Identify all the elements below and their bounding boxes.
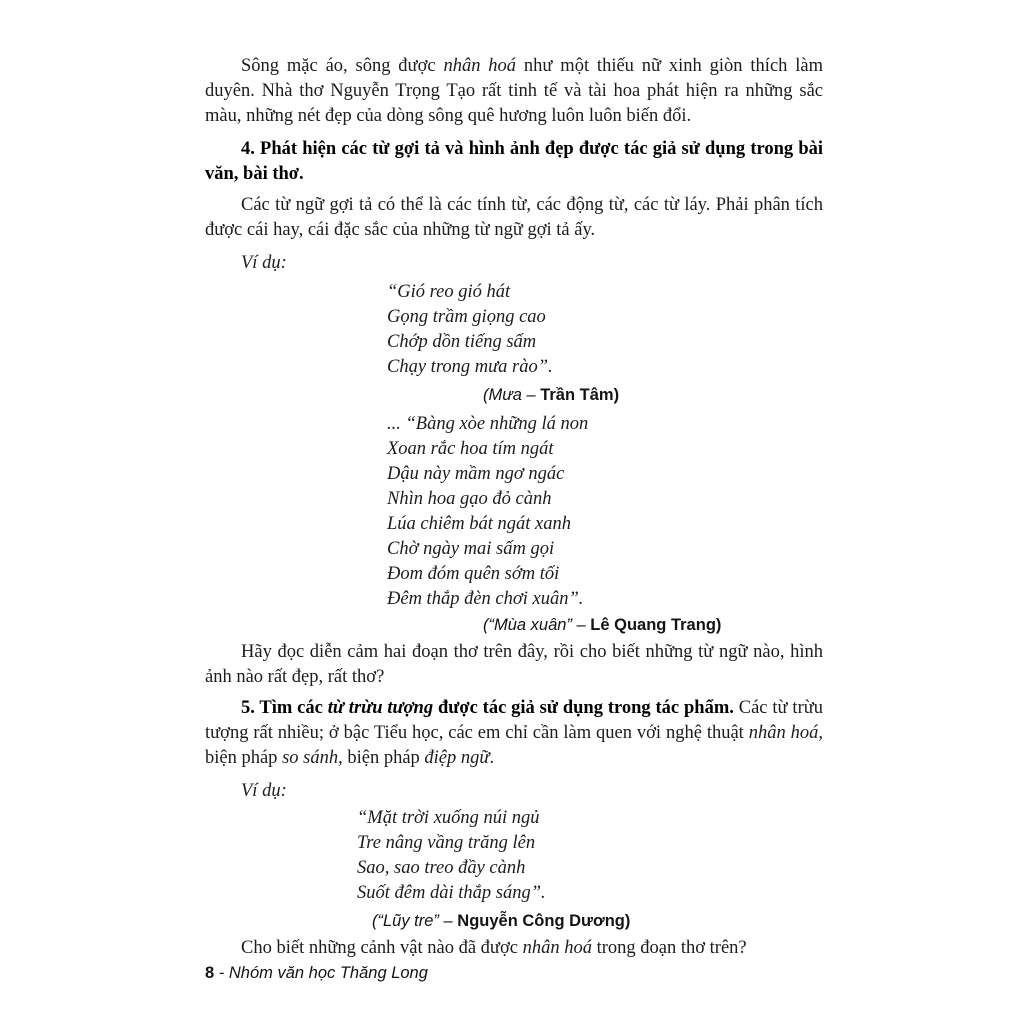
text-run: trong đoạn thơ trên?: [591, 938, 747, 958]
text-run: , biện pháp: [338, 748, 425, 768]
italic-term-so-sanh: so sánh: [282, 748, 339, 768]
author-name: Trần Tâm): [540, 386, 620, 404]
italic-term-nhan-hoa: nhân hoá: [522, 938, 592, 958]
text-run: Cho biết những cảnh vật nào đã được: [241, 938, 523, 958]
poem-line: Dậu này mầm ngơ ngác: [387, 464, 565, 484]
attribution-mua-tran-tam: [483, 384, 823, 406]
poem-line: Lúa chiêm bát ngát xanh: [387, 514, 571, 534]
bold-run: được tác giả sử dụng trong tác phẩm.: [433, 698, 734, 718]
poem-line: “Gió reo gió hát: [387, 282, 511, 302]
text-run: .: [489, 748, 495, 768]
paragraph-hay-doc: Hãy đọc diễn cảm hai đoạn thơ trên đây, rồi cho biết những từ ngữ nào, hình ảnh nào rất đẹp, rất thơ?: [205, 642, 823, 687]
heading-item-4: 4. Phát hiện các từ gợi tả và hình ảnh đẹp được tác giả sử dụng trong bài văn, bài thơ.: [205, 139, 823, 184]
italic-term-nhan-hoa: nhân hoá: [443, 56, 517, 76]
poem-line: Sao, sao treo đầy cành: [357, 858, 526, 878]
poem-line: Gọng trầm giọng cao: [387, 307, 546, 327]
author-name: Lê Quang Trang): [590, 616, 722, 634]
poem-line: “Mặt trời xuống núi ngủ: [357, 808, 540, 828]
bold-run: 5. Tìm các: [241, 698, 328, 718]
work-title: (“Lũy tre” –: [372, 912, 458, 930]
text-run: như một thiếu nữ xinh giòn thích làm duyên. Nhà thơ Nguyễn Trọng Tạo rất tinh tế và tài hoa phát hiện ra những sắc màu, những nét đẹp của dòng sông quê hương luôn luôn biến đổi.: [205, 56, 823, 126]
attribution-mua-xuan-le-quang-trang: [483, 614, 823, 636]
italic-term-tu-truu-tuong: từ trừu tượng: [327, 698, 434, 718]
page-content: [205, 54, 823, 961]
work-title: (Mưa –: [483, 386, 541, 404]
poem-line: Suốt đêm dài thắp sáng”.: [357, 883, 546, 903]
footer-separator: -: [214, 964, 229, 982]
poem-line: Đom đóm quên sớm tối: [387, 564, 560, 584]
poem-line: Tre nâng vầng trăng lên: [357, 833, 536, 853]
author-name: Nguyễn Công Dương): [457, 912, 631, 930]
poem-mua-xuan: [387, 412, 823, 612]
page-footer: [205, 962, 428, 984]
bold-italic-term: [328, 698, 433, 718]
paragraph-song-mac-ao: [205, 54, 823, 129]
italic-term-nhan-hoa: nhân hoá,: [748, 723, 823, 743]
page-number: 8: [205, 964, 215, 982]
poem-line: Chờ ngày mai sấm gọi: [387, 539, 555, 559]
text-run: Sông mặc áo, sông được: [241, 56, 444, 76]
poem-line: Nhìn hoa gạo đỏ cành: [387, 489, 552, 509]
paragraph-cho-biet: [205, 936, 823, 961]
poem-line: Chạy trong mưa rào”.: [387, 357, 553, 377]
text-run: biện pháp: [205, 748, 283, 768]
poem-line: Xoan rắc hoa tím ngát: [387, 439, 554, 459]
footer-imprint-text: Nhóm văn học Thăng Long: [228, 964, 428, 982]
italic-term-diep-ngu: điệp ngữ: [424, 748, 490, 768]
attribution-luy-tre-nguyen-cong-duong: [372, 910, 823, 932]
paragraph-item-5: [205, 696, 823, 771]
text-run: Các từ trừu tượng rất nhiều; ở bậc Tiểu học, các em chỉ cần làm quen với nghệ thuật: [205, 698, 824, 743]
paragraph-cac-tu-ngu: Các từ ngữ gợi tả có thể là các tính từ, các động từ, các từ láy. Phải phân tích được cái hay, cái đặc sắc của những từ ngữ gợi tả ấy.: [205, 195, 823, 240]
poem-line: Chớp dồn tiếng sấm: [387, 332, 537, 352]
poem-line: ... “Bàng xòe những lá non: [387, 414, 589, 434]
example-label-2: Ví dụ:: [241, 781, 287, 801]
work-title: (“Mùa xuân” –: [483, 616, 591, 634]
example-label-1: Ví dụ:: [241, 253, 287, 273]
poem-mua: [387, 280, 823, 380]
poem-line: Đêm thắp đèn chơi xuân”.: [387, 589, 584, 609]
poem-luy-tre: [357, 806, 823, 906]
